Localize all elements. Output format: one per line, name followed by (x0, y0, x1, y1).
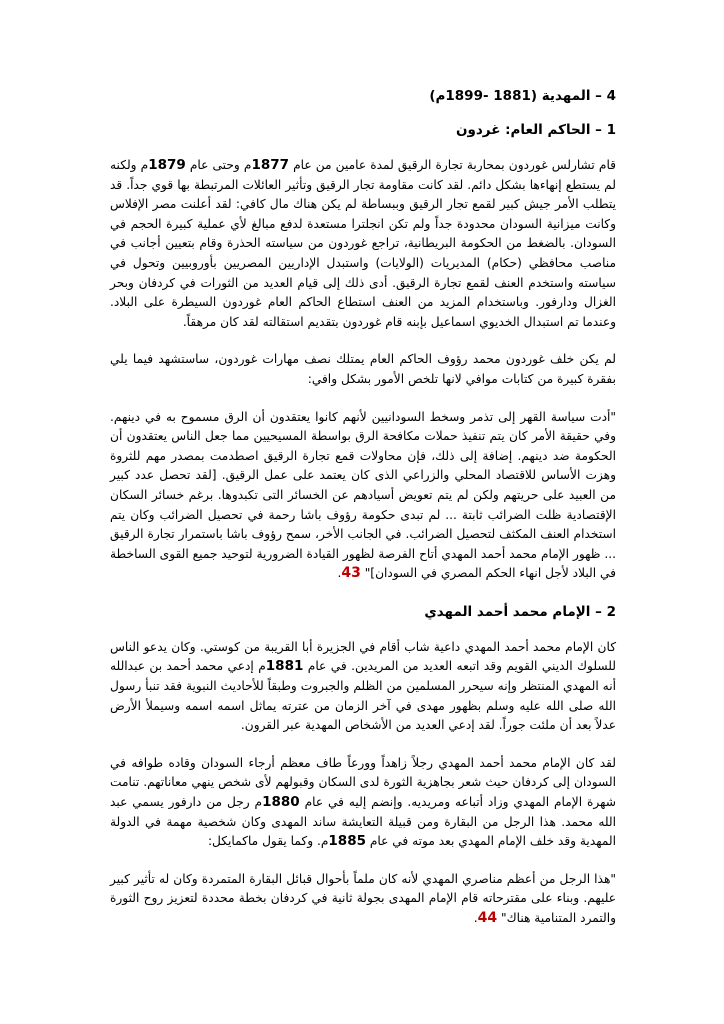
text-run: لقد كان الإمام محمد أحمد المهدي رجلاً زاهداً وورعاً طاف معظم أرجاء السودان وقاده طوافه في السودان إلى كردفان حيث شعر بجاهزية الثورة لدى السكان وقبولهم لأى شخص ينهي معاناتهم. تنامت شهرة الإمام المهدي وزاد أتباعه ومريديه. وإنضم إليه في عام (110, 755, 616, 810)
paragraph-mahdi-travels (110, 754, 616, 852)
text-run: م وحتى عام (185, 158, 252, 172)
text-run: م ولكنه لم يستطع إنهاءها بشكل دائم. لقد كانت مقاومة تجار الرقيق وتأثير العائلات المرتبطة بها قوي جداً. قد يتطلب الأمر جيش كبير لقمع تجار الرقيق وببساطة لم يكن هناك مال كافي: لقد أعلنت مصر الإفلاس وكانت ميزانية السودان محدودة جداً ولم تكن انجلترا مستعدة لدفع مبالغ لأي عملية كبيرة الحجم في السودان. بالضغط من الحكومة البريطانية، تراجع غوردون من سياسته الحذرة وقام بتعيين أجانب في مناصب محافظي (حكام) المديريات (الولايات) واستبدل الإداريين المصريين بأوروبيين وتحول في سياسته واستخدم العنف لقمع تجارة الرقيق. أدى ذلك إلى قيام العديد من الثورات في كردفان وبحر الغزال ودارفور. وباستخدام المزيد من العنف استطاع الحاكم العام غوردون السيطرة على البلاد. وعندما تم استبدال الخديوي اسماعيل بإبنه قام غوردون بتقديم استقالته لقد كان مرهقاً. (110, 158, 616, 329)
paragraph-rauf: لم يكن خلف غوردون محمد رؤوف الحاكم العام يمتلك نصف مهارات غوردون، ساستشهد فيما يلي بفقرة كبيرة من كتابات موافي لانها تلخص الأمور بشكل وافي: (110, 352, 616, 386)
year-number: 1877 (251, 157, 290, 173)
text-run: قام تشارلس غوردون بمحاربة تجارة الرقيق لمدة عامين من عام (289, 158, 616, 172)
text-run: م رجل من دارفور يسمي عبد الله محمد. هذا الرجل من البقارة ومن قبيلة التعايشة ساند المهدى وكان شخصية مهمة في الدولة المهدية وقد خلف الإمام المهدي بعد موته في عام (110, 795, 616, 849)
text-run: . (473, 911, 478, 925)
paragraph-mahdi-intro (110, 638, 616, 736)
paragraph-gordon (110, 156, 616, 332)
year-number: 1881 (265, 658, 304, 675)
text-run: م إدعي محمد أحمد بن عبدالله أنه المهدي المنتظر وإنه سيحرر المسلمين من الظلم والجبروت وطبقاً للأحاديث النبوية فقد تنبأ رسول الله صلى الله عليه وسلم بظهور مهدى في آخر الزمان من عترته يماثل اسمه اسمه وسيملأ الأرض عدلاً بعد أن ملئت جوراً. لقد إدعي العديد من الأشخاص المهدية عبر القرون. (110, 659, 616, 733)
reference-number: 44 (477, 910, 498, 926)
text-run: . (337, 566, 342, 581)
text-run: م. وكما يقول ماكمايكل: (207, 834, 329, 849)
reference-number: 43 (341, 565, 361, 582)
text-run: كان الإمام محمد أحمد المهدي داعية شاب أقام في الجزيرة أبا القريبة من كوستي. وكان يدعو الناس للسلوك الديني القويم وقد اتبعه العديد من المريدين. في عام (110, 639, 617, 674)
year-number: 1879 (148, 157, 186, 173)
subsection-heading-mahdi: 2 – الإمام محمد أحمد المهدي (424, 603, 616, 620)
quote-text: "هذا الرجل من أعظم مناصري المهدي لأنه كان ملماً بأحوال قبائل البقارة المتمردة وكان له تأثير كبير عليهم. وبناء على مقترحاته قام الإمام المهدى بجولة ثانية في كردفان بخطة محددة لتعزيز روح الثورة والتمرد المتنامية هناك" (110, 871, 616, 925)
subsection-heading-governor: 1 – الحاكم العام: غردون (455, 122, 616, 138)
quote-macmichael (110, 870, 616, 929)
year-number: 1885 (328, 833, 366, 850)
year-number: 1880 (262, 794, 300, 811)
section-heading: 4 – المهدية (1881 -1899م) (429, 88, 616, 104)
quote-text: "أدت سياسة القهر إلى تذمر وسخط السودانيين لأنهم كانوا يعتقدون أن الرق مسموح به في دينهم. وفي حقيقة الأمر كان يتم تنفيذ حملات مكافحة الرق بواسطة المسيحيين مما جعل الناس يعتقدون أن الحكومة ضد دينهم. إضافة إلى ذلك، فإن محاولات قمع تجارة الرقيق اصطدمت بمصدر مهم للثروة وهزت الأساس للاقتصاد المحلي والزراعي الذى كان يعتمد على عمل الرقيق. [لقد تحصل عدد كبير من العبيد على حريتهم ولكن لم يتم تعويض أسيادهم عن الخسائر التى تكبدوها. برغم خسائر السكان الإقتصادية ظلت الضرائب ثابتة ... لم تبدى حكومة رؤوف باشا رحمة في تحصيل الضرائب وكان يتم استخدام العنف المكثف لتحصيل الضرائب. في الجانب الأخر، سمح رؤوف باشا باستمرار تجارة الرقيق ... ظهور الإمام محمد أحمد المهدي أتاح الفرصة لظهور القيادة الضرورية لتوحيد جميع القوى الساخطة في البلاد لأجل انهاء الحكم المصري في السودان]" (110, 409, 616, 581)
quote-moufi (110, 408, 616, 584)
